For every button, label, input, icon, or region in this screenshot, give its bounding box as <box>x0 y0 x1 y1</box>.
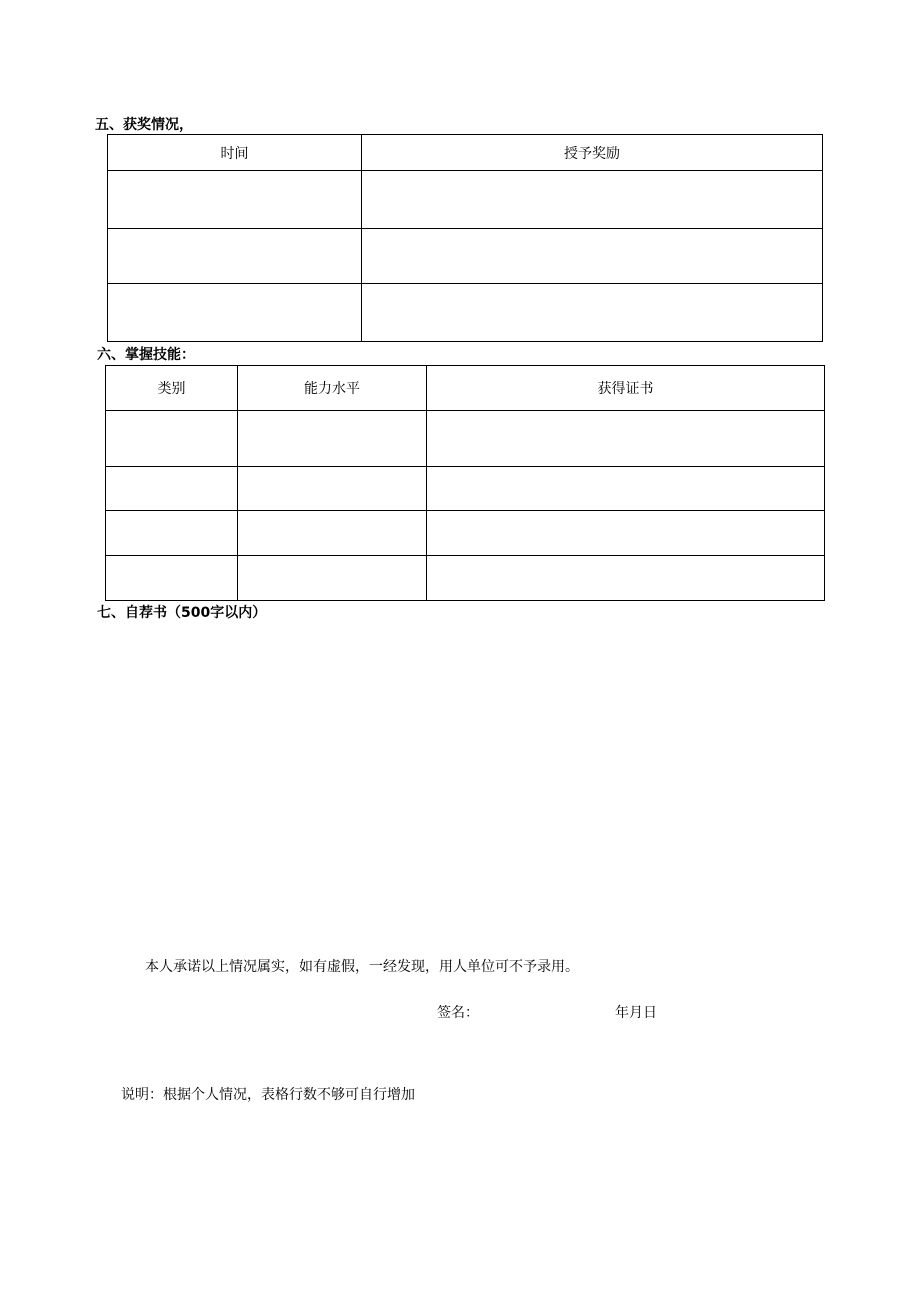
skills-heading: 六、掌握技能： <box>97 347 195 363</box>
skills-cell-category[interactable] <box>106 511 238 556</box>
skills-cell-level[interactable] <box>238 556 427 601</box>
awards-cell-time[interactable] <box>108 284 362 342</box>
skills-cell-category[interactable] <box>106 467 238 511</box>
awards-cell-award[interactable] <box>362 284 823 342</box>
awards-cell-award[interactable] <box>362 229 823 284</box>
awards-header-row <box>108 135 823 171</box>
skills-header-category: 类别 <box>106 366 238 411</box>
awards-table <box>107 134 823 342</box>
self-recommendation-heading: 七、自荐书（500字以内） <box>97 605 267 621</box>
awards-cell-time[interactable] <box>108 171 362 229</box>
awards-cell-time[interactable] <box>108 229 362 284</box>
table-row <box>108 284 823 342</box>
table-row <box>108 229 823 284</box>
skills-cell-category[interactable] <box>106 411 238 467</box>
note-text: 说明：根据个人情况，表格行数不够可自行增加 <box>121 1087 415 1103</box>
awards-header-award: 授予奖励 <box>362 135 823 171</box>
pledge-statement: 本人承诺以上情况属实，如有虚假，一经发现，用人单位可不予录用。 <box>145 959 579 975</box>
skills-cell-certificate[interactable] <box>427 556 825 601</box>
table-row <box>106 556 825 601</box>
skills-cell-level[interactable] <box>238 511 427 556</box>
awards-header-time: 时间 <box>108 135 362 171</box>
signature-label: 签名： <box>437 1005 479 1021</box>
skills-header-certificate: 获得证书 <box>427 366 825 411</box>
skills-header-level: 能力水平 <box>238 366 427 411</box>
skills-cell-category[interactable] <box>106 556 238 601</box>
awards-heading: 五、获奖情况， <box>95 117 193 133</box>
skills-table <box>105 365 825 601</box>
table-row <box>108 171 823 229</box>
skills-cell-certificate[interactable] <box>427 411 825 467</box>
awards-cell-award[interactable] <box>362 171 823 229</box>
skills-cell-certificate[interactable] <box>427 467 825 511</box>
self-recommendation-body[interactable] <box>107 630 822 930</box>
skills-header-row <box>106 366 825 411</box>
table-row <box>106 467 825 511</box>
skills-cell-level[interactable] <box>238 411 427 467</box>
date-label: 年月日 <box>615 1005 657 1021</box>
skills-cell-level[interactable] <box>238 467 427 511</box>
table-row <box>106 411 825 467</box>
table-row <box>106 511 825 556</box>
skills-cell-certificate[interactable] <box>427 511 825 556</box>
